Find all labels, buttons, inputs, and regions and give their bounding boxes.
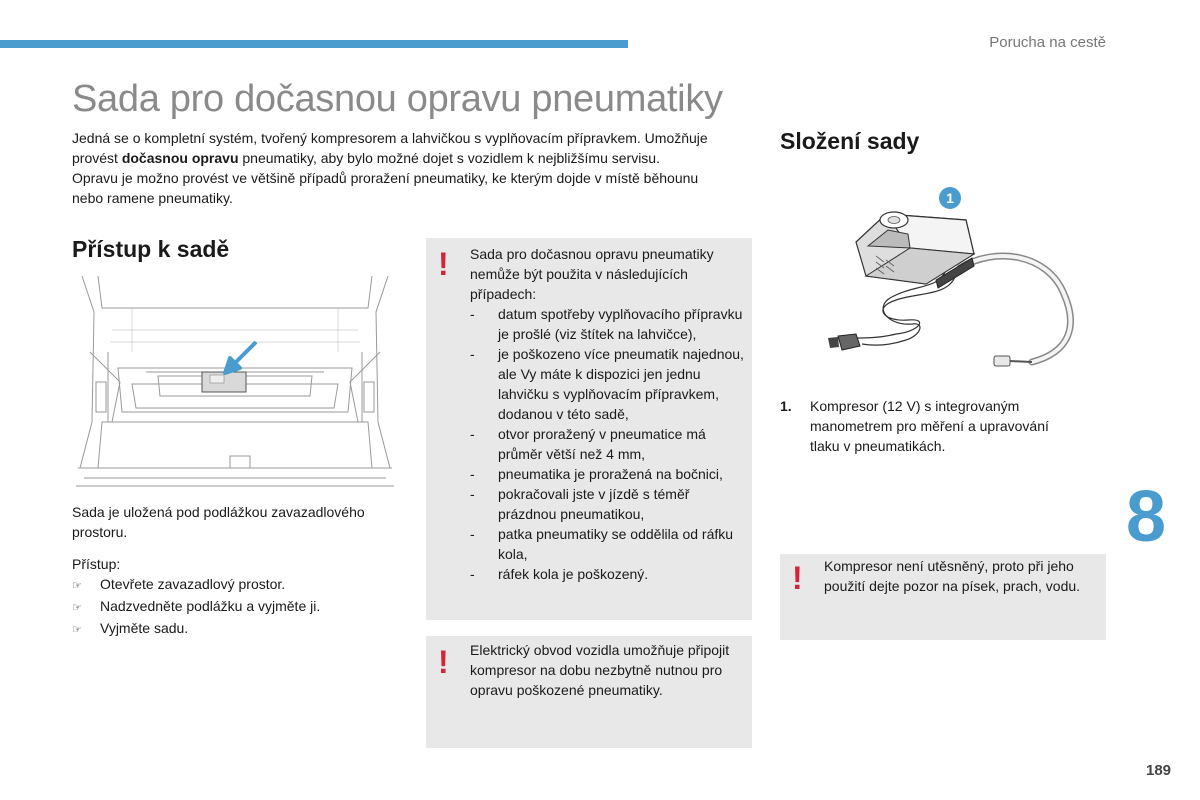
limitation-text: patka pneumatiky se oddělila od ráfku kola, [498,526,734,562]
legend-item [780,396,1080,456]
limitation-text: pneumatika je proražená na bočnici, [498,466,723,482]
dash-bullet: - [470,346,475,362]
compressor-illustration [826,186,1088,376]
intro-paragraph-2: Opravu je možno provést ve většině případů proražení pneumatiky, ke kterým dojde v místě běhounu nebo ramene pneumatiky. [72,170,699,206]
limitations-list [470,304,746,584]
intro-text [72,128,732,208]
limitation-text: otvor proražený v pneumatice má průměr větší než 4 mm, [498,426,706,462]
intro-p1-bold: dočasnou opravu [121,150,239,166]
warning-text: Elektrický obvod vozidla umožňuje připojit kompresor na dobu nezbytně nutnou pro opravu poškozené pneumatiky. [470,642,730,698]
access-label: Přístup: [72,556,121,572]
dash-bullet: - [470,426,475,442]
composition-heading: Složení sady [780,128,920,154]
step-item [72,574,320,596]
page-number: 189 [1146,762,1172,779]
limitation-item [470,424,746,464]
limitation-item [470,484,746,524]
limitation-text: pokračovali jste v jízdě s téměř prázdnou pneumatikou, [498,486,690,522]
intro-p1-end: pneumatiky, aby bylo možné dojet s vozidlem k nejbližšímu servisu. [238,150,660,166]
storage-text: Sada je uložená pod podlážkou zavazadlového prostoru. [72,504,365,540]
pointing-hand-icon: ☞ [72,624,82,636]
limitation-text: datum spotřeby vyplňovacího přípravku je prošlé (viz štítek na lahvičce), [498,306,743,342]
intro-paragraph-1 [72,128,732,168]
limitation-item [470,344,746,424]
step-text: Nadzvedněte podlážku a vyjměte ji. [100,598,321,614]
intro-p1-start: Jedná se o kompletní systém, tvořený kompresorem a lahvičkou s vyplňovacím přípravkem. Umožňuje provést [72,130,708,166]
dash-bullet: - [470,466,475,482]
warning-box-electrical [426,636,752,748]
step-item [72,618,320,640]
limitation-text: je poškozeno více pneumatik najednou, ale Vy máte k dispozici jen jednu lahvičku s vyplňovacím přípravkem, dodanou v této sadě, [498,346,744,422]
warning-intro: Sada pro dočasnou opravu pneumatiky nemůže být použita v následujících případech: [470,246,714,302]
callout-number: 1 [946,190,954,206]
warning-box-limitations [426,238,752,620]
access-heading: Přístup k sadě [72,236,230,262]
access-steps [72,574,320,640]
limitation-item [470,524,746,564]
chapter-number: 8 [1126,477,1167,557]
limitation-item [470,304,746,344]
step-item [72,596,320,618]
warning-text: Kompresor není utěsněný, proto při jeho použití dejte pozor na písek, prach, vodu. [824,558,1081,594]
dash-bullet: - [470,566,475,582]
trunk-illustration [72,272,398,494]
header-accent-bar [0,40,628,48]
limitation-item [470,464,746,484]
limitation-text: ráfek kola je poškozený. [498,566,649,582]
warning-icon: ! [438,246,449,282]
pointing-hand-icon: ☞ [72,580,82,592]
dash-bullet: - [470,306,475,322]
legend-number: 1. [780,398,792,414]
step-text: Vyjměte sadu. [100,620,189,636]
page-title: Sada pro dočasnou opravu pneumatiky [72,78,723,120]
step-text: Otevřete zavazadlový prostor. [100,576,286,592]
warning-icon: ! [792,560,803,596]
legend-text: Kompresor (12 V) s integrovaným manometrem pro měření a upravování tlaku v pneumatikách. [810,398,1049,454]
dash-bullet: - [470,526,475,542]
warning-icon: ! [438,644,449,680]
warning-box-compressor [780,554,1106,640]
running-header: Porucha na cestě [989,34,1106,51]
dash-bullet: - [470,486,475,502]
pointing-hand-icon: ☞ [72,602,82,614]
limitation-item [470,564,746,584]
